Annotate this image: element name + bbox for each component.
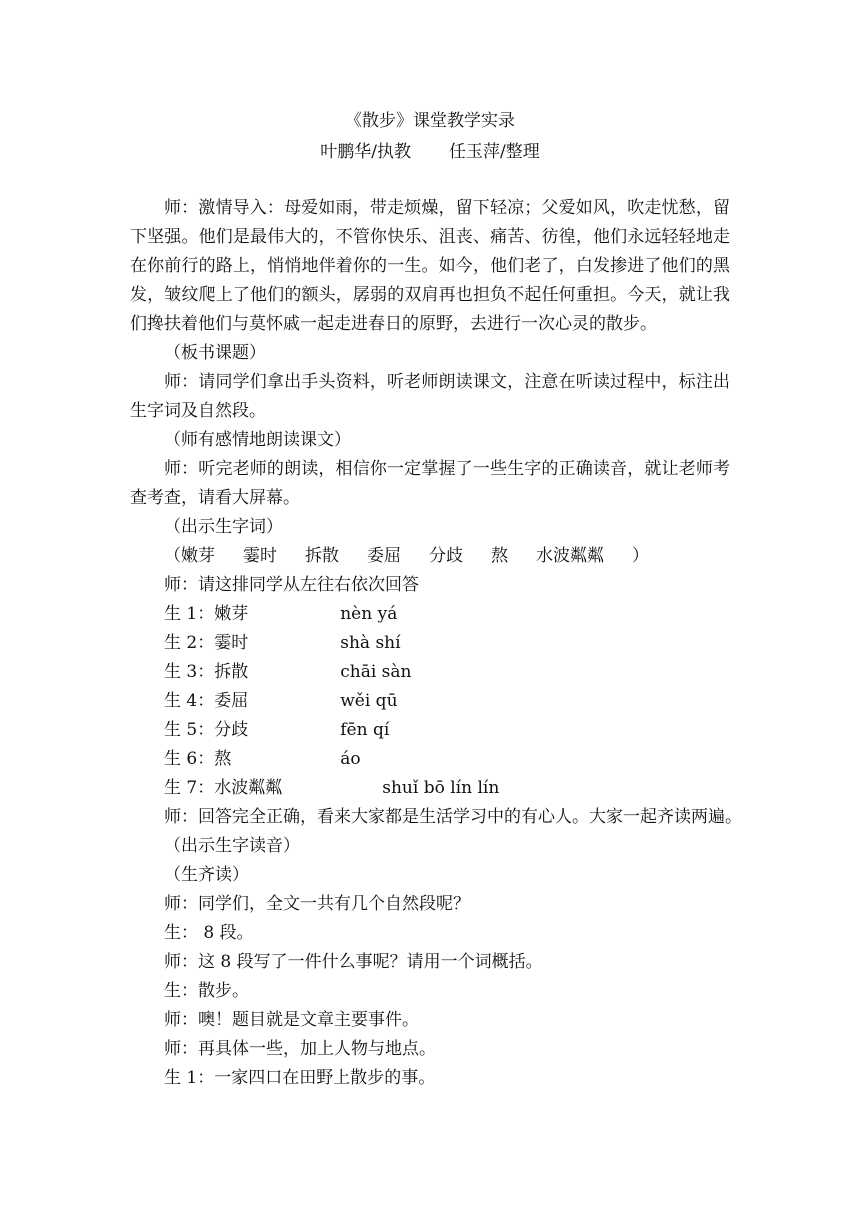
answer-pinyin: shà shí [340,633,401,653]
order-instruction: 师：请这排同学从左往右依次回答 [164,575,419,595]
vocab-word: 委屈 [367,546,401,566]
answer-word: 拆散 [214,662,249,682]
answer-row: 生 6：熬 áo [130,745,730,774]
answer-word: 熬 [214,749,232,769]
document-title: 《散步》课堂教学实录 [345,111,515,131]
answer-pinyin: chāi sàn [340,662,412,682]
author-line [0,137,860,167]
intro-paragraph: 师：激情导入：母爱如雨，带走烦燥，留下轻凉；父爱如风，吹走忧愁，留下坚强。他们是最伟大的，不管你快乐、沮丧、痛苦、彷徨，他们永远轻轻地走在你前行的路上，悄悄地伴着你的一生。如今，他们老了，白发掺进了他们的黑发，皱纹爬上了他们的额头，孱弱的双肩再也担负不起任何重担。今天，就让我们搀扶着他们与莫怀戚一起走进春日的原野，去进行一次心灵的散步。 [130,198,730,334]
dialog-line: 师：同学们，全文一共有几个自然段呢？ [164,894,470,914]
editor-credit: 任玉萍/整理 [449,142,540,162]
vocab-word: 水波粼粼 [536,546,604,566]
dialog-line: 生：散步。 [164,981,249,1001]
answer-pinyin: shuǐ bō lín lín [382,778,500,798]
dialog-line: 生： 8 段。 [164,923,254,943]
transcript-body [130,194,742,1093]
answer-pinyin: fēn qí [340,720,390,740]
dialog-line: 师：再具体一些，加上人物与地点。 [164,1039,436,1059]
answer-word: 霎时 [214,633,249,653]
vocabulary-list [130,542,730,571]
correct-response: 师：回答完全正确，看来大家都是生活学习中的有心人。大家一起齐读两遍。 [164,807,742,827]
answer-row: 生 5：分歧 fēn qí [130,716,730,745]
answer-word: 嫩芽 [214,604,249,624]
stage-note-show-words: （出示生字词） [164,517,283,537]
answer-row: 生 2：霎时 shà shí [130,629,730,658]
stage-note-pronunciation: （出示生字读音） [164,836,300,856]
stage-note-reading: （师有感情地朗读课文） [164,430,351,450]
vocab-close: ） [632,546,649,566]
answer-pinyin: nèn yá [340,604,398,624]
vocab-word: 霎时 [243,546,277,566]
vocab-word: 拆散 [305,546,339,566]
dialog-line: 师：这 8 段写了一件什么事呢？请用一个词概括。 [164,952,543,972]
stage-note-title: （板书课题） [164,343,266,363]
reading-instruction: 师：请同学们拿出手头资料，听老师朗读课文，注意在听读过程中，标注出生字词及自然段。 [130,372,730,421]
vocab-word: （嫩芽 [164,546,215,566]
check-instruction: 师：听完老师的朗读，相信你一定掌握了一些生字的正确读音，就让老师考查考查，请看大屏幕。 [130,459,730,508]
dialog-line: 师：噢！题目就是文章主要事件。 [164,1010,419,1030]
answer-row: 生 3：拆散 chāi sàn [130,658,730,687]
answer-word: 委屈 [214,691,249,711]
dialog-line: 生 1：一家四口在田野上散步的事。 [164,1068,436,1088]
answer-word: 分歧 [214,720,249,740]
vocab-word: 分歧 [429,546,463,566]
vocab-word: 熬 [491,546,508,566]
answer-row: 生 7：水波粼粼 shuǐ bō lín lín [130,774,730,803]
answer-word: 水波粼粼 [214,778,283,798]
answer-row: 生 4：委屈 wěi qū [130,687,730,716]
answer-pinyin: áo [340,749,361,769]
teacher-credit: 叶鹏华/执教 [320,142,411,162]
answer-row: 生 1：嫩芽 nèn yá [130,600,730,629]
stage-note-chorus: （生齐读） [164,865,249,885]
answer-pinyin: wěi qū [340,691,398,711]
